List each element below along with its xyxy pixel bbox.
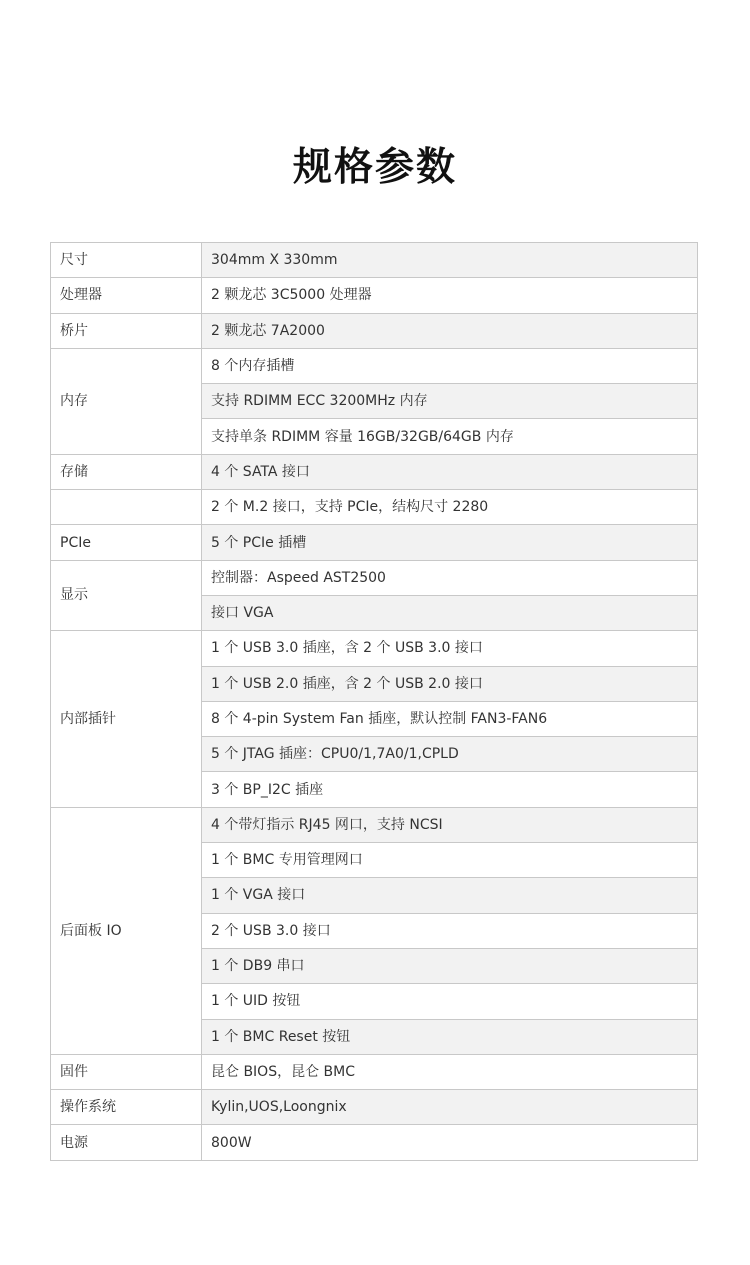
spec-row [51,807,698,842]
spec-label: 电源 [51,1125,202,1160]
spec-row [51,243,698,278]
spec-row [51,1090,698,1125]
spec-label: PCIe [51,525,202,560]
spec-row [51,525,698,560]
spec-label: 显示 [51,560,202,631]
spec-value: 304mm X 330mm [202,243,698,278]
page-title: 规格参数 [292,145,457,191]
spec-value: 800W [202,1125,698,1160]
spec-value: 1 个 USB 2.0 插座，含 2 个 USB 2.0 接口 [202,666,698,701]
spec-label: 内部插针 [51,631,202,807]
spec-value: 1 个 UID 按钮 [202,984,698,1019]
spec-row [51,1125,698,1160]
spec-value: 5 个 PCIe 插槽 [202,525,698,560]
spec-label [51,490,202,525]
spec-row [51,1054,698,1089]
spec-row [51,560,698,595]
spec-value: 接口 VGA [202,595,698,630]
spec-table [50,242,698,1161]
spec-value: 支持单条 RDIMM 容量 16GB/32GB/64GB 内存 [202,419,698,454]
spec-value: 1 个 USB 3.0 插座，含 2 个 USB 3.0 接口 [202,631,698,666]
spec-value: 1 个 VGA 接口 [202,878,698,913]
spec-value: 8 个 4-pin System Fan 插座，默认控制 FAN3-FAN6 [202,701,698,736]
spec-value: 支持 RDIMM ECC 3200MHz 内存 [202,384,698,419]
spec-label: 尺寸 [51,243,202,278]
spec-label: 固件 [51,1054,202,1089]
spec-value: 1 个 DB9 串口 [202,948,698,983]
spec-row [51,454,698,489]
spec-row [51,313,698,348]
spec-value: 4 个 SATA 接口 [202,454,698,489]
spec-label: 处理器 [51,278,202,313]
spec-label: 桥片 [51,313,202,348]
spec-value: 4 个带灯指示 RJ45 网口，支持 NCSI [202,807,698,842]
spec-label: 内存 [51,348,202,454]
spec-value: 1 个 BMC 专用管理网口 [202,843,698,878]
spec-row [51,278,698,313]
spec-value: 2 个 M.2 接口，支持 PCIe，结构尺寸 2280 [202,490,698,525]
spec-row [51,490,698,525]
spec-row [51,631,698,666]
spec-value: 2 个 USB 3.0 接口 [202,913,698,948]
spec-row [51,348,698,383]
spec-label: 后面板 IO [51,807,202,1054]
spec-value: 5 个 JTAG 插座：CPU0/1,7A0/1,CPLD [202,737,698,772]
spec-value: 昆仑 BIOS，昆仑 BMC [202,1054,698,1089]
spec-label: 操作系统 [51,1090,202,1125]
spec-value: 控制器：Aspeed AST2500 [202,560,698,595]
spec-value: 8 个内存插槽 [202,348,698,383]
spec-value: Kylin,UOS,Loongnix [202,1090,698,1125]
spec-value: 2 颗龙芯 3C5000 处理器 [202,278,698,313]
spec-value: 1 个 BMC Reset 按钮 [202,1019,698,1054]
spec-label: 存储 [51,454,202,489]
spec-value: 2 颗龙芯 7A2000 [202,313,698,348]
spec-value: 3 个 BP_I2C 插座 [202,772,698,807]
